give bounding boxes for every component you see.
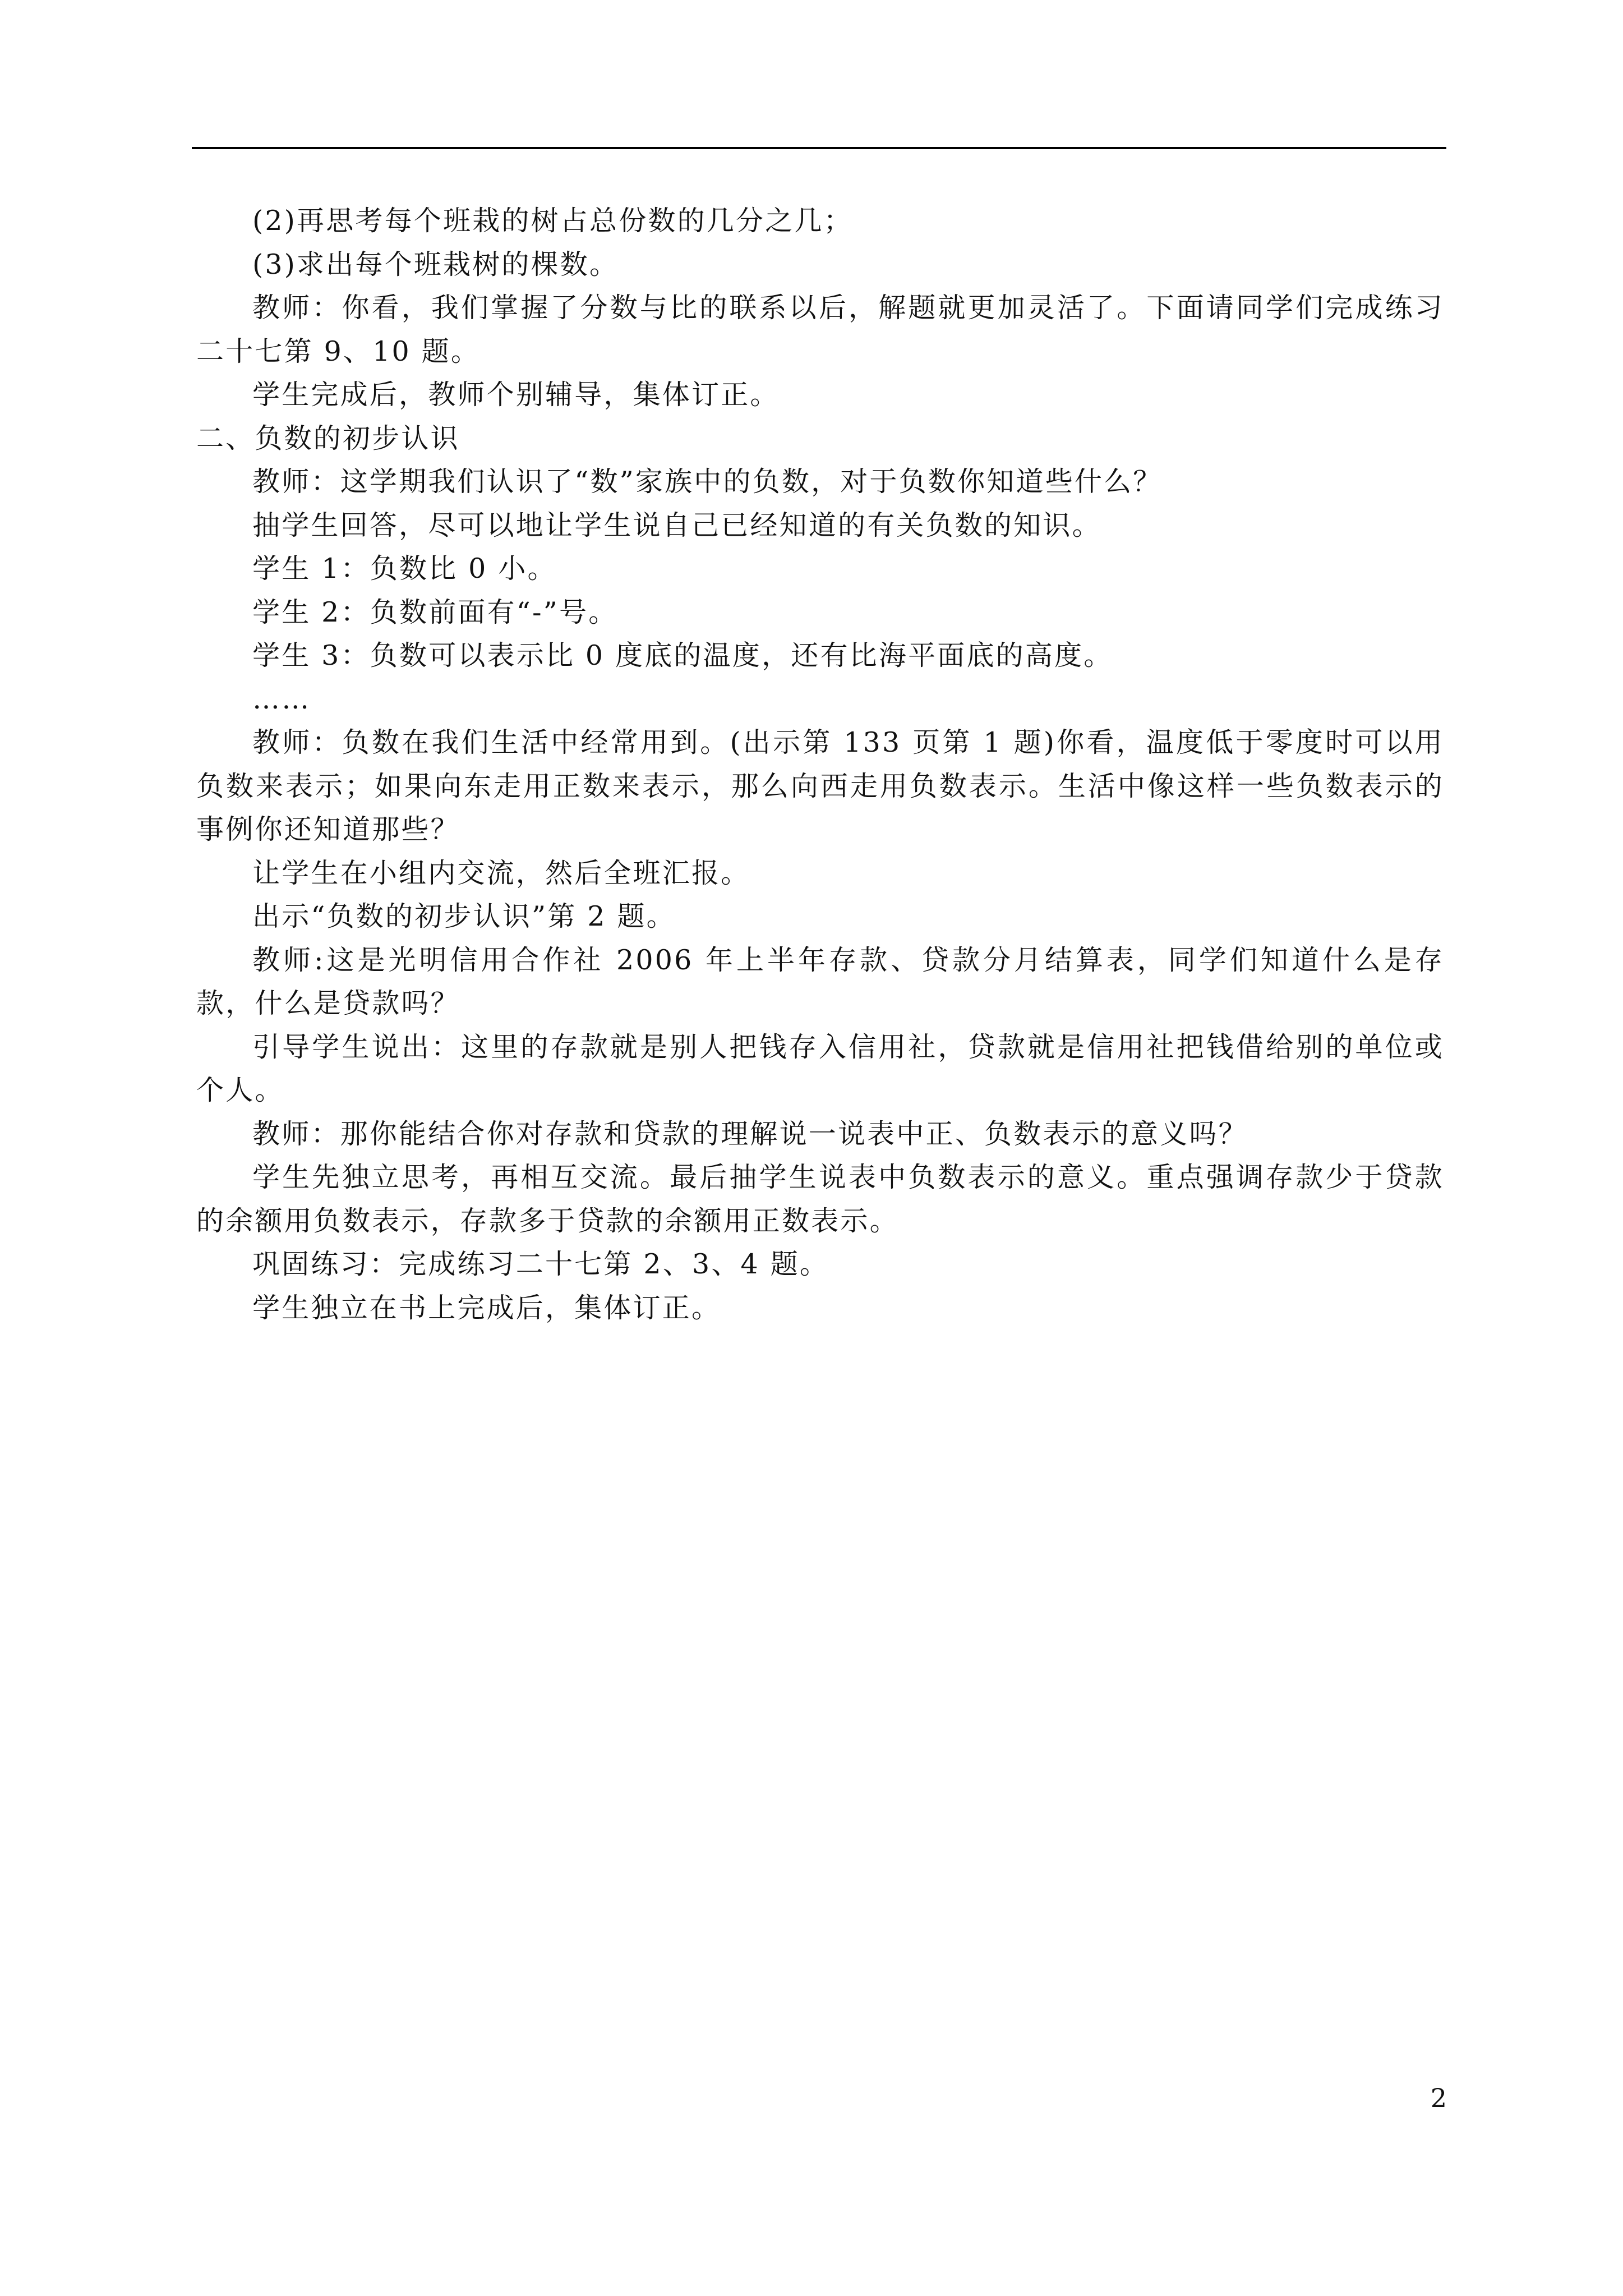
paragraph: 教师：你看，我们掌握了分数与比的联系以后，解题就更加灵活了。下面请同学们完成练习二十七第 9、10 题。: [196, 292, 1444, 367]
paragraph: 学生先独立思考，再相互交流。最后抽学生说表中负数表示的意义。重点强调存款少于贷款的余额用负数表示，存款多于贷款的余额用正数表示。: [196, 1161, 1444, 1237]
paragraph: 学生 2：负数前面有“-”号。: [252, 596, 618, 628]
paragraph: 教师:这是光明信用合作社 2006 年上半年存款、贷款分月结算表，同学们知道什么是存款，什么是贷款吗？: [196, 944, 1444, 1019]
paragraph: (2)再思考每个班栽的树占总份数的几分之几；: [252, 205, 853, 237]
paragraph: 学生 1：负数比 0 小。: [252, 553, 557, 585]
paragraph: 教师：这学期我们认识了“数”家族中的负数，对于负数你知道些什么？: [252, 466, 1163, 498]
paragraph: 教师：负数在我们生活中经常用到。(出示第 133 页第 1 题)你看，温度低于零度时可以用负数来表示；如果向东走用正数来表示，那么向西走用负数表示。生活中像这样一些负数表示的事例你还知道那些？: [196, 726, 1444, 845]
paragraph: 出示“负数的初步认识”第 2 题。: [252, 900, 676, 932]
paragraph: 学生完成后，教师个别辅导，集体订正。: [252, 379, 780, 411]
paragraph: 引导学生说出：这里的存款就是别人把钱存入信用社，贷款就是信用社把钱借给别的单位或个人。: [196, 1030, 1444, 1106]
header-rule: [192, 147, 1446, 149]
paragraph: 教师：那你能结合你对存款和贷款的理解说一说表中正、负数表示的意义吗？: [252, 1117, 1248, 1150]
document-body: [196, 199, 1444, 1329]
paragraph: 巩固练习：完成练习二十七第 2、3、4 题。: [252, 1248, 829, 1280]
page-number: 2: [1430, 2083, 1447, 2113]
paragraph: 学生独立在书上完成后，集体订正。: [252, 1291, 721, 1324]
paragraph: 让学生在小组内交流，然后全班汇报。: [252, 857, 750, 889]
paragraph: 抽学生回答，尽可以地让学生说自己已经知道的有关负数的知识。: [252, 509, 1101, 541]
section-heading: 二、负数的初步认识: [196, 422, 460, 454]
ellipsis-paragraph: ……: [252, 683, 311, 715]
paragraph: 学生 3：负数可以表示比 0 度底的温度，还有比海平面底的高度。: [252, 639, 1113, 671]
paragraph: (3)求出每个班栽树的棵数。: [252, 248, 619, 280]
